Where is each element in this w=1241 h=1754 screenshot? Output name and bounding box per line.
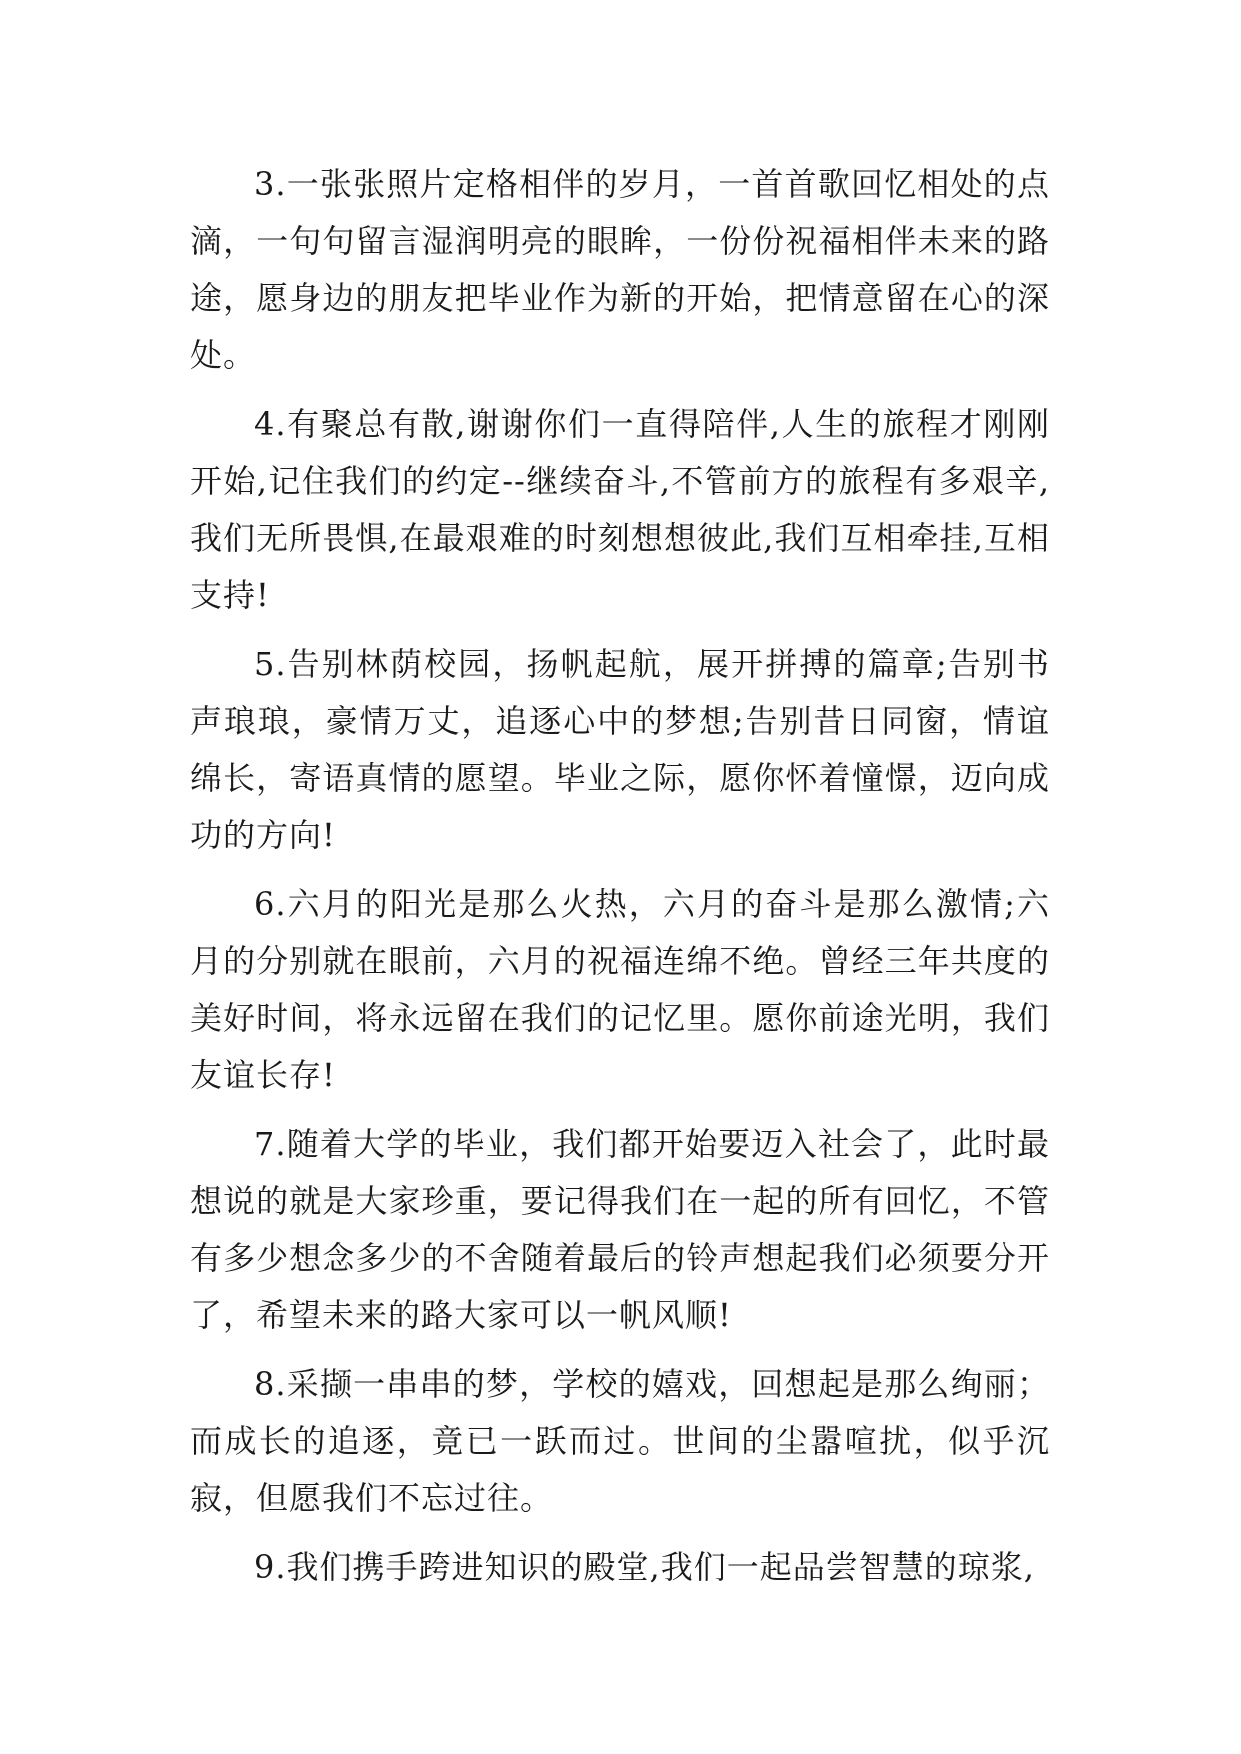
document-body: [190, 156, 1050, 1608]
paragraph-8: 8.采撷一串串的梦，学校的嬉戏，回想起是那么绚丽；而成长的追逐，竟已一跃而过。世间的尘嚣喧扰，似乎沉寂，但愿我们不忘过往。: [190, 1365, 1050, 1517]
paragraph-3: 3.一张张照片定格相伴的岁月，一首首歌回忆相处的点滴，一句句留言湿润明亮的眼眸，一份份祝福相伴未来的路途，愿身边的朋友把毕业作为新的开始，把情意留在心的深处。: [190, 165, 1050, 374]
paragraph-7: 7.随着大学的毕业，我们都开始要迈入社会了，此时最想说的就是大家珍重，要记得我们在一起的所有回忆，不管有多少想念多少的不舍随着最后的铃声想起我们必须要分开了，希望未来的路大家可以一帆风顺!: [190, 1125, 1050, 1334]
paragraph-4: 4.有聚总有散,谢谢你们一直得陪伴,人生的旅程才刚刚开始,记住我们的约定--继续奋斗,不管前方的旅程有多艰辛,我们无所畏惧,在最艰难的时刻想想彼此,我们互相牵挂,互相支持!: [190, 405, 1050, 614]
paragraph-5: 5.告别林荫校园，扬帆起航，展开拼搏的篇章;告别书声琅琅，豪情万丈，追逐心中的梦想;告别昔日同窗，情谊绵长，寄语真情的愿望。毕业之际，愿你怀着憧憬，迈向成功的方向!: [190, 645, 1050, 854]
paragraph-6: 6.六月的阳光是那么火热，六月的奋斗是那么激情;六月的分别就在眼前，六月的祝福连绵不绝。曾经三年共度的美好时间，将永远留在我们的记忆里。愿你前途光明，我们友谊长存!: [190, 885, 1050, 1094]
paragraph-9: 9.我们携手跨进知识的殿堂,我们一起品尝智慧的琼浆,: [254, 1548, 1035, 1586]
